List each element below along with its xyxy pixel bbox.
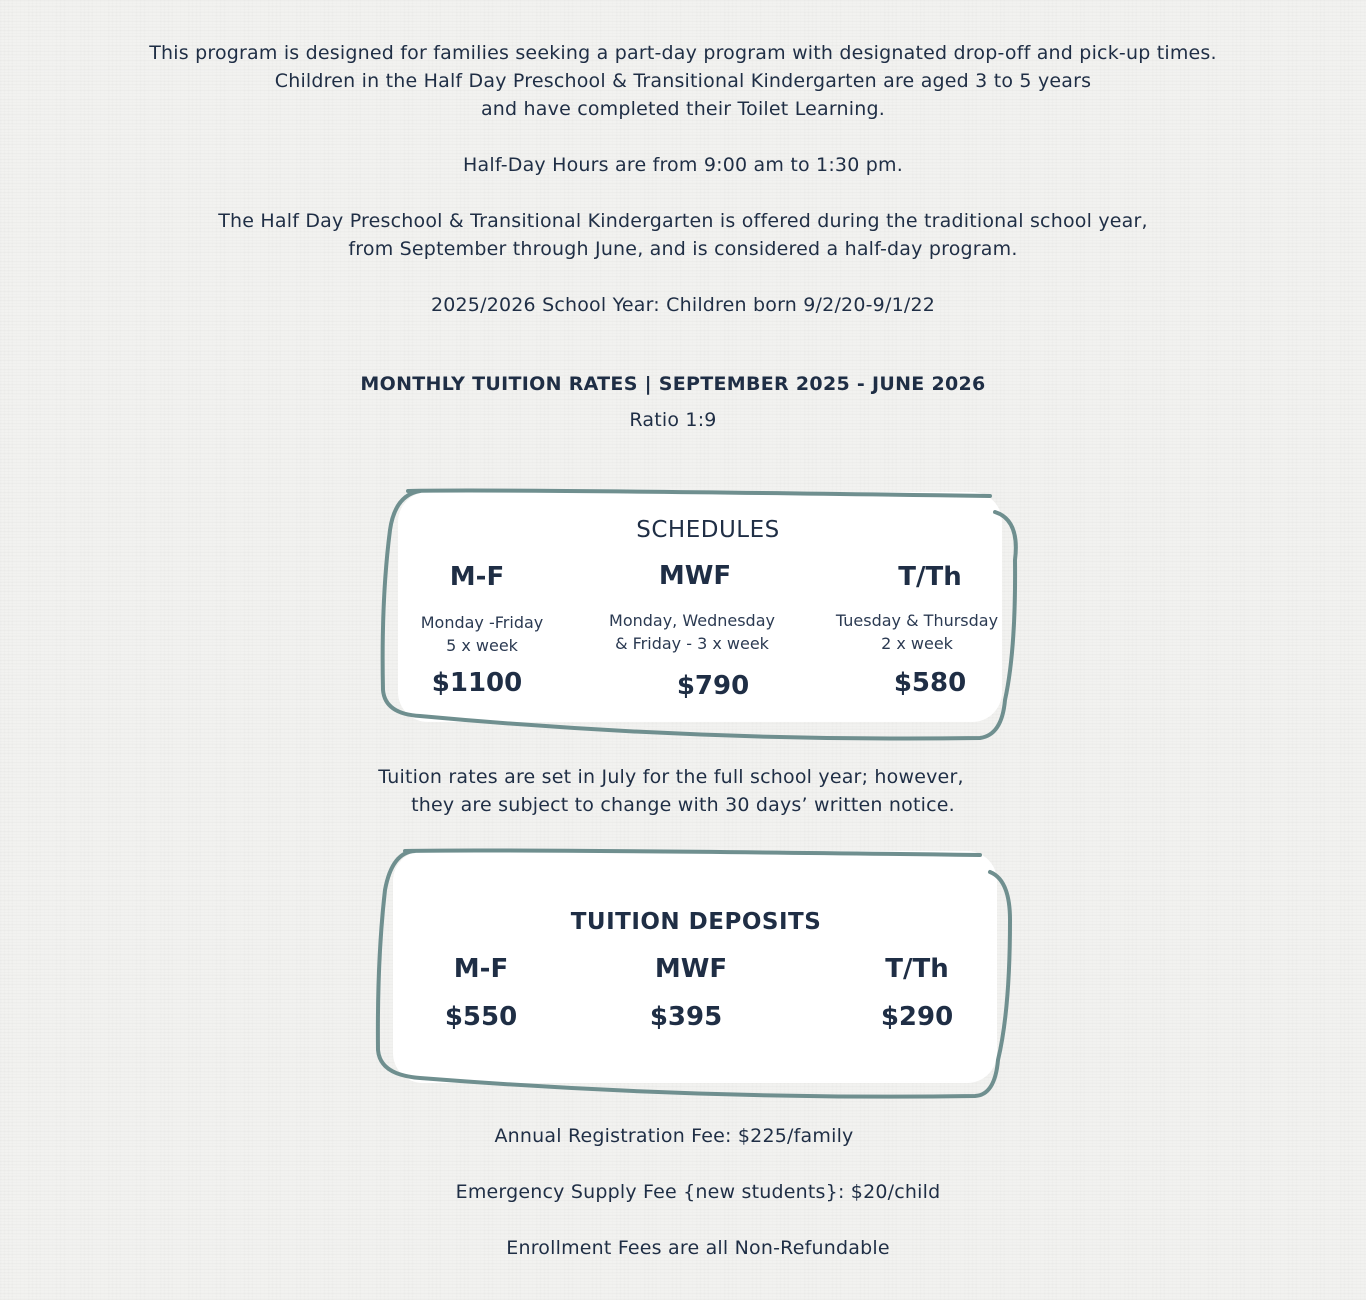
registration-fee-text: Annual Registration Fee: $225/family [494,1125,854,1147]
schedule-desc-mwf-2: & Friday - 3 x week [615,634,769,653]
schedule-price-mf: $1100 [431,668,523,698]
intro-line-3: and have completed their Toilet Learning. [480,98,886,120]
schedule-desc-mf-1: Monday -Friday [420,613,544,632]
deposits-title: TUITION DEPOSITS [570,909,822,935]
deposit-code-tth: T/Th [885,954,949,984]
schedules-title: SCHEDULES [636,517,780,543]
supply-fee-text: Emergency Supply Fee {new students}: $20/child [455,1181,941,1203]
schedule-code-mf: M-F [449,562,505,592]
notice-line-1: Tuition rates are set in July for the full school year; however, [378,766,964,788]
rates-heading: MONTHLY TUITION RATES | SEPTEMBER 2025 - JUNE 2026 [360,373,986,395]
schedule-price-tth: $580 [893,668,967,698]
intro-line-1: This program is designed for families seeking a part-day program with designated drop-off and pick-up times. [149,42,1217,64]
schedule-price-mwf: $790 [676,671,750,701]
school-year-text: 2025/2026 School Year: Children born 9/2/20-9/1/22 [430,294,936,316]
schedule-desc-tth-2: 2 x week [881,634,953,653]
offered-line-2: from September through June, and is considered a half-day program. [348,238,1018,260]
deposit-code-mwf: MWF [654,954,728,984]
intro-line-2: Children in the Half Day Preschool & Transitional Kindergarten are aged 3 to 5 years [274,70,1092,92]
schedule-code-tth: T/Th [898,562,962,592]
hours-text: Half-Day Hours are from 9:00 am to 1:30 pm. [463,154,903,176]
refund-policy-text: Enrollment Fees are all Non-Refundable [506,1237,890,1259]
deposit-price-mwf: $395 [649,1002,723,1032]
notice-line-2: they are subject to change with 30 days’ written notice. [411,794,955,816]
deposit-price-tth: $290 [880,1002,954,1032]
deposit-price-mf: $550 [444,1002,518,1032]
offered-line-1: The Half Day Preschool & Transitional Kindergarten is offered during the traditional school year, [218,210,1148,232]
schedule-desc-mf-2: 5 x week [446,636,518,655]
schedule-code-mwf: MWF [658,561,732,591]
schedule-desc-tth-1: Tuesday & Thursday [835,611,999,630]
ratio-text: Ratio 1:9 [629,409,717,431]
schedule-desc-mwf-1: Monday, Wednesday [609,611,775,630]
deposit-code-mf: M-F [453,954,509,984]
